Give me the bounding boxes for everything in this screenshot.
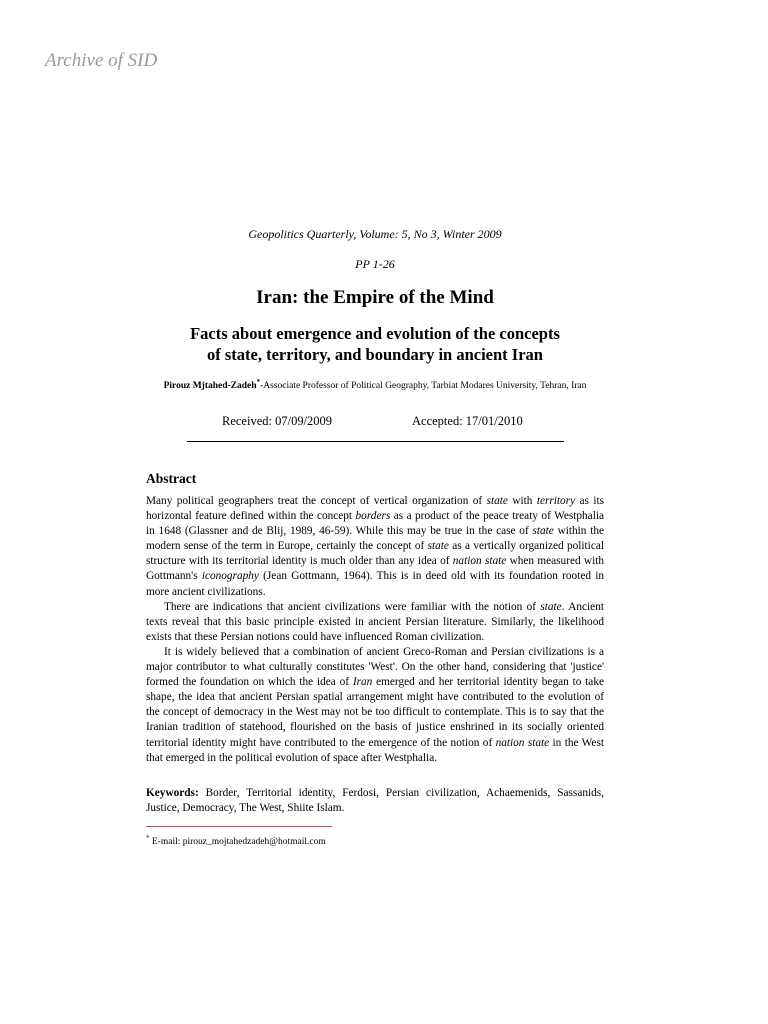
text-run: (Jean Gottmann, 1964). This is in deed old with its foundation rooted in more ancient civilizations. xyxy=(146,570,604,598)
text-run: as a product of the peace treaty of Westphalia in 1648 (Glassner and de Blij, 1989, 46-59). While this may be true in the case of xyxy=(146,510,604,538)
italic-term: nation state xyxy=(452,555,507,568)
abstract-paragraph-1 xyxy=(146,494,604,600)
footnote-mark: * xyxy=(146,834,150,842)
abstract-body xyxy=(146,494,604,766)
italic-term: territory xyxy=(536,495,576,507)
text-run: It is widely believed that a combination of ancient Greco-Roman and Persian civilizations is a major contributor to what culturally constitutes 'West'. On the other hand, considering that 'justice' formed the foundation on which the idea of xyxy=(146,645,604,689)
paper-title: Iran: the Empire of the Mind xyxy=(256,287,494,308)
watermark: Archive of SID xyxy=(45,50,158,71)
italic-term: borders xyxy=(355,510,391,523)
author-name: Pirouz Mjtahed-Zadeh xyxy=(163,381,257,392)
text-run: when measured with Gottmann's xyxy=(146,555,604,583)
footnote xyxy=(146,834,326,847)
author-footnote-mark: * xyxy=(256,378,261,386)
italic-term: state xyxy=(540,600,562,613)
italic-term: state xyxy=(486,495,508,507)
keywords-text: Border, Territorial identity, Ferdosi, Persian civilization, Achaemenids, Sassanids, Justice, Democracy, The West, Shiite Islam. xyxy=(146,787,604,815)
abstract-paragraph-3 xyxy=(146,645,604,766)
paper-subtitle xyxy=(146,323,604,365)
footnote-divider xyxy=(146,826,332,827)
text-run: as its horizontal feature defined within the concept xyxy=(146,495,605,523)
text-run: within the modern sense of the term in Europe, certainly the concept of xyxy=(146,525,604,553)
italic-term: state xyxy=(427,540,449,553)
abstract-paragraph-2 xyxy=(146,600,604,645)
keywords-label: Keywords: xyxy=(146,787,199,799)
author-affiliation: -Associate Professor of Political Geography, Tarbiat Modares University, Tehran, Iran xyxy=(260,381,587,392)
footnote-email: E-mail: pirouz_mojtahedzadeh@hotmail.com xyxy=(149,837,326,848)
text-run: emerged and her territorial identity began to take shape, the idea that ancient Persian spatial arrangement might have contributed to the evolution of the concept of democracy in the West may not be too difficult to contemplate. This is to say that the Iranian tradition of statehood, flourished on the basis of justice enshrined in its socially oriented territorial identity might have contributed to the emergence of the notion of xyxy=(146,676,604,749)
italic-term: Iran xyxy=(352,676,373,689)
subtitle-line-2: of state, territory, and boundary in ancient Iran xyxy=(207,345,543,364)
italic-term: nation state xyxy=(495,736,550,749)
journal-citation: Geopolitics Quarterly, Volume: 5, No 3, Winter 2009 xyxy=(248,227,502,241)
author-line xyxy=(146,378,604,391)
text-run: in the West that emerged in the political evolution of space after Westphalia. xyxy=(146,736,604,764)
text-run: Many political geographers treat the concept of vertical organization of xyxy=(146,495,487,507)
header-divider xyxy=(187,441,564,442)
text-run: . Ancient texts reveal that this basic principle existed in ancient Persian literature. Similarly, the likelihood exists that these Persian notions could have influenced Roman civilization. xyxy=(146,600,604,643)
italic-term: state xyxy=(532,525,554,538)
text-run: There are indications that ancient civilizations were familiar with the notion of xyxy=(164,600,541,613)
text-run: as a vertically organized political structure with its territorial identity is much older than any idea of xyxy=(146,540,604,568)
subtitle-line-1: Facts about emergence and evolution of the concepts xyxy=(190,324,560,343)
accepted-date: Accepted: 17/01/2010 xyxy=(412,414,523,428)
abstract-heading: Abstract xyxy=(146,471,197,486)
italic-term: iconography xyxy=(201,570,259,583)
keywords xyxy=(146,786,604,816)
page-range: PP 1-26 xyxy=(355,257,395,271)
text-run: with xyxy=(507,495,537,507)
received-date: Received: 07/09/2009 xyxy=(222,414,333,428)
